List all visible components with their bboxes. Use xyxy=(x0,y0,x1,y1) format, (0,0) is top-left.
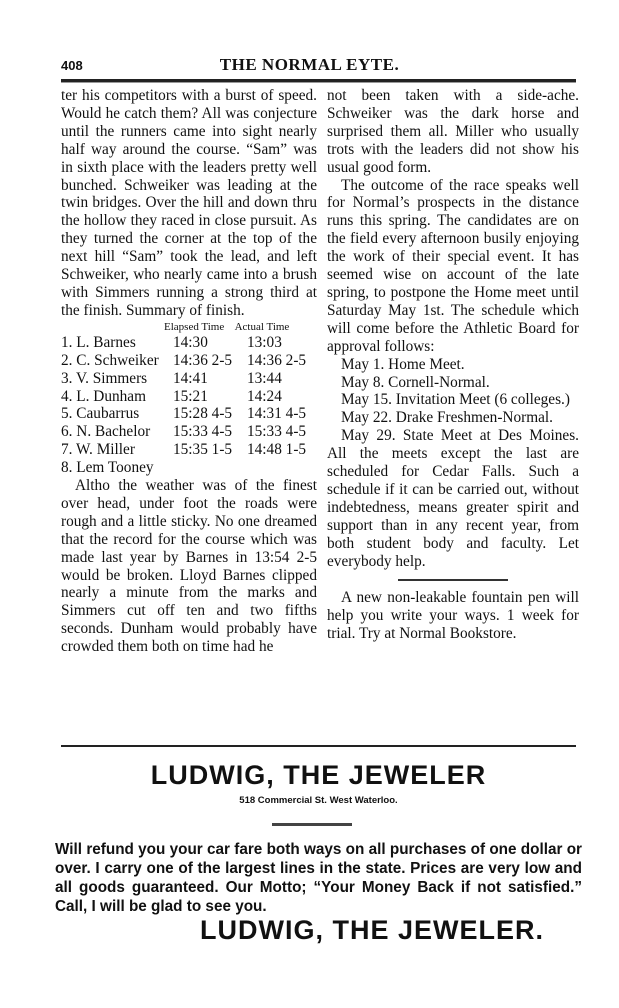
actual-time: 13:44 xyxy=(247,369,282,387)
runner-name: 1. L. Barnes xyxy=(61,333,136,351)
actual-time: 13:03 xyxy=(247,333,282,351)
runner-name: 4. L. Dunham xyxy=(61,387,146,405)
header-rule xyxy=(61,79,576,83)
elapsed-time: 15:21 xyxy=(173,387,208,405)
schedule-item: May 15. Invitation Meet (6 colleges.) xyxy=(341,391,570,409)
ad-divider xyxy=(272,823,352,826)
running-title: THE NORMAL EYTE. xyxy=(219,55,400,74)
result-row xyxy=(61,459,317,477)
elapsed-time: 14:41 xyxy=(173,369,208,387)
runner-name: 6. N. Bachelor xyxy=(61,423,151,441)
elapsed-time: 15:28 4-5 xyxy=(173,405,233,423)
actual-time: 14:31 4-5 xyxy=(247,405,307,423)
ad-body: Will refund you your car fare both ways on all purchases of one dollar or over. I carry one of the largest lines in the state. Prices are very low and all goods guaranteed. Our Motto; “Your Money Back if not satisfied.” Call, I will be glad to see you. xyxy=(55,841,582,915)
ad-address: 518 Commercial St. West Waterloo. xyxy=(239,795,398,806)
ad-signature: LUDWIG, THE JEWELER. xyxy=(200,915,544,945)
elapsed-time: 15:35 1-5 xyxy=(173,441,233,459)
schedule-item: May 8. Cornell-Normal. xyxy=(341,373,490,391)
runner-name: 8. Lem Tooney xyxy=(61,459,154,477)
runner-name: 5. Caubarrus xyxy=(61,405,140,423)
elapsed-time: 15:33 4-5 xyxy=(173,423,233,441)
result-row xyxy=(61,405,317,423)
result-row xyxy=(61,370,317,388)
race-paragraph-continued: not been taken with a side-ache. Schweiker was the dark horse and surprised them all. Miller who usually trots with the leaders did not show his usual good form. xyxy=(327,87,579,176)
elapsed-time: 14:30 xyxy=(173,333,208,351)
ad-title: LUDWIG, THE JEWELER xyxy=(150,760,487,790)
elapsed-time: 14:36 2-5 xyxy=(173,351,233,369)
result-row xyxy=(61,441,317,459)
left-column xyxy=(61,87,317,656)
race-paragraph-2: Altho the weather was of the finest over head, under foot the roads were rough and a little sticky. No one dreamed that the record for the course which was made last year by Barnes in 13:54 2-5 would be broken. Lloyd Barnes clipped nearly a minute from the marks and Simmers cut off ten and two fifths seconds. Dunham would probably have crowded them both on time had he xyxy=(61,477,317,656)
actual-time: 15:33 4-5 xyxy=(247,423,307,441)
outlook-paragraph: The outcome of the race speaks well for Normal’s prospects in the distance runs this spring. The candidates are on the field every afternoon busily enjoying the work of their special event. It has seemed wise on account of the late spring, to postpone the Home meet until Saturday May 1st. The schedule which will come before the Athletic Board for approval follows: xyxy=(327,176,579,355)
actual-time: 14:48 1-5 xyxy=(247,441,307,459)
actual-time xyxy=(247,459,317,477)
divider-rule xyxy=(398,579,508,581)
right-column xyxy=(327,87,579,643)
schedule-item: May 1. Home Meet. xyxy=(341,355,465,373)
elapsed-time-header: Elapsed Time xyxy=(164,320,225,333)
elapsed-time xyxy=(173,459,247,477)
actual-time-header: Actual Time xyxy=(234,320,290,333)
fountain-pen-notice: A new non-leakable fountain pen will help you write your ways. 1 week for trial. Try at Normal Bookstore. xyxy=(327,589,579,643)
page-number: 408 xyxy=(61,58,83,73)
results-table-header xyxy=(61,320,317,334)
section-divider xyxy=(61,745,576,747)
runner-name: 2. C. Schweiker xyxy=(61,351,159,369)
runner-name: 3. V. Simmers xyxy=(61,369,148,387)
result-row xyxy=(61,334,317,352)
schedule-paragraph: May 29. State Meet at Des Moines. All the meets except the last are scheduled for Cedar Falls. Such a schedule if it can be carried out, without indebtedness, means greater spirit and support than in any recent year, from both student body and faculty. Let everybody help. xyxy=(327,427,579,570)
result-row xyxy=(61,423,317,441)
schedule-item: May 22. Drake Freshmen-Normal. xyxy=(341,409,553,427)
result-row xyxy=(61,352,317,370)
actual-time: 14:36 2-5 xyxy=(247,351,307,369)
actual-time: 14:24 xyxy=(247,387,282,405)
runner-name: 7. W. Miller xyxy=(61,441,135,459)
race-paragraph-1: ter his competitors with a burst of speed. Would he catch them? All was conjecture until the runners came into sight nearly half way around the course. “Sam” was in sixth place with the leaders pretty well bunched. Schweiker was leading at the twin bridges. Over the hill and down thru the hollow they raced in close pursuit. As they turned the corner at the top of the next hill “Sam” took the lead, and left Schweiker, who nearly came into a brush with Simmers running a strong third at the finish. Summary of finish. xyxy=(61,87,317,319)
result-row xyxy=(61,388,317,406)
